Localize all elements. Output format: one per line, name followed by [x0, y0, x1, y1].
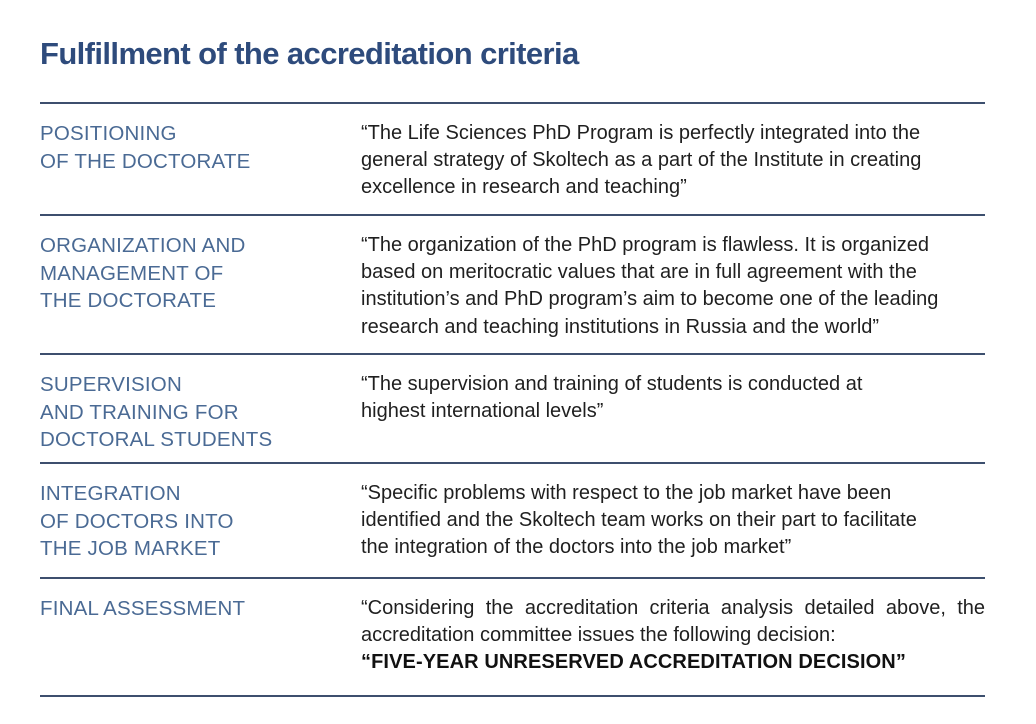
criteria-row-organization [40, 216, 985, 355]
criterion-label: FINAL ASSESSMENT [40, 597, 246, 620]
criteria-row-supervision [40, 355, 985, 464]
criteria-row-final-assessment [40, 579, 985, 697]
final-assessment-text: “Considering the accreditation criteria analysis detailed above, the accreditation committee issues the following decision: [361, 597, 985, 647]
criteria-table [40, 102, 985, 697]
criterion-label: ORGANIZATION AND MANAGEMENT OF THE DOCTORATE [40, 234, 246, 312]
criterion-label: INTEGRATION OF DOCTORS INTO THE JOB MARKET [40, 482, 234, 560]
criteria-row-positioning [40, 104, 985, 216]
page-title: Fulfillment of the accreditation criteria [40, 36, 579, 71]
criterion-quote: “The supervision and training of students is conducted at highest international levels” [361, 373, 863, 423]
criterion-quote [361, 579, 985, 695]
criterion-quote: “The Life Sciences PhD Program is perfectly integrated into the general strategy of Skoltech as a part of the Institute in creating excellence in research and teaching” [361, 122, 922, 199]
criterion-label: SUPERVISION AND TRAINING FOR DOCTORAL STUDENTS [40, 373, 273, 451]
criterion-label: POSITIONING OF THE DOCTORATE [40, 122, 251, 173]
accreditation-decision: “FIVE-YEAR UNRESERVED ACCREDITATION DECISION” [361, 651, 906, 674]
criterion-quote: “Specific problems with respect to the job market have been identified and the Skoltech team works on their part to facilitate the integration of the doctors into the job market” [361, 482, 917, 559]
criterion-quote: “The organization of the PhD program is flawless. It is organized based on meritocratic values that are in full agreement with the institution’s and PhD program’s aim to become one of the leading research and teaching institutions in Russia and the world” [361, 234, 939, 338]
criteria-row-integration [40, 464, 985, 579]
